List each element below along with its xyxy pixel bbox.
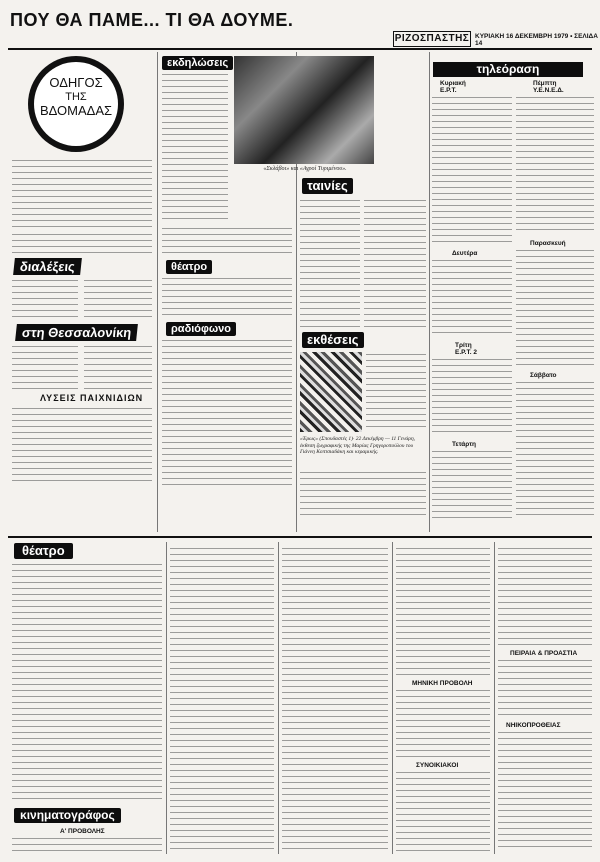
tv-day-3: Τετάρτη <box>452 441 477 448</box>
section-heading-dialexeis: διαλέξεις <box>13 258 82 275</box>
tv-day-4: Πέμπτη <box>533 80 557 87</box>
tv-listing-text <box>516 95 594 235</box>
cinema-listing-text <box>498 730 592 852</box>
thessaloniki-text <box>12 344 78 392</box>
column-divider <box>166 542 167 854</box>
column-divider <box>429 52 430 532</box>
exhibitions-text <box>366 352 426 432</box>
radio-text <box>162 338 292 488</box>
tv-listing-text <box>432 449 512 521</box>
newspaper-logo: ΡΙΖΟΣΠΑΣΤΗΣ <box>393 31 471 47</box>
issue-date: ΚΥΡΙΑΚΗ 16 ΔΕΚΕΜΒΡΗ 1979 • ΣΕΛΙΔΑ 14 <box>475 33 598 47</box>
section-rule <box>8 536 592 538</box>
events-text <box>162 72 228 222</box>
tv-day-6: Σάββατο <box>530 372 557 379</box>
cinema-listing-text <box>396 546 490 676</box>
section-heading-kinimatografos: κινηματογράφος <box>14 808 121 823</box>
exhibition-caption: «Έρως» (Σπουδαστές 1)· 22 Δεκέμβρη — 11 Γενάρη, έκθεση ζωγραφικής της Μαρίας Γρηγοροπούλου του Γιάννη Κοπτσιαδάκη και κεραμικής. <box>300 436 416 455</box>
cinema-listing-text <box>12 836 162 854</box>
column-divider <box>392 542 393 854</box>
guide-line-3: ΒΔΟΜΑΔΑΣ <box>39 103 113 118</box>
section-heading-thessaloniki: στη Θεσσαλονίκη <box>15 324 138 341</box>
guide-article-text <box>12 158 152 228</box>
header-rule <box>8 48 592 50</box>
tv-listing-text <box>432 95 512 245</box>
section-heading-ektheseis: εκθέσεις <box>302 332 364 348</box>
lectures-text <box>84 278 152 320</box>
column-divider <box>494 542 495 854</box>
events-text <box>162 226 292 256</box>
guide-article-text <box>12 232 152 254</box>
page-header <box>0 0 600 46</box>
guide-line-1: ΟΔΗΓΟΣ <box>49 75 103 90</box>
tv-listing-text <box>516 248 594 368</box>
section-heading-theatro-small: θέατρο <box>166 260 212 274</box>
theatre-small-text <box>162 276 292 318</box>
tv-channel-1: Υ.Ε.Ν.Ε.Δ. <box>533 87 564 94</box>
films-text <box>364 198 426 328</box>
guide-badge-text <box>34 62 118 146</box>
tv-listing-text <box>432 357 512 437</box>
section-heading-ekdiloseis: εκδηλώσεις <box>162 56 233 70</box>
puzzle-solutions-title: ΛΥΣΕΙΣ ΠΑΙΧΝΙΔΙΩΝ <box>40 393 144 403</box>
section-heading-theatro-big: θέατρο <box>14 543 73 559</box>
tv-channel-2: Ε.Ρ.Τ. 2 <box>455 349 477 356</box>
films-text <box>300 198 360 328</box>
section-heading-tainies: ταινίες <box>302 178 353 194</box>
tv-listing-text <box>432 258 512 338</box>
cinema-listing-text <box>396 688 490 758</box>
column-divider <box>157 52 158 532</box>
column-divider <box>278 542 279 854</box>
film-still-caption: «Σκλάβοι» και «Αγροί Τυριμένου». <box>263 166 347 172</box>
tv-channel-0: Ε.Ρ.Τ. <box>440 87 457 94</box>
tv-day-0: Κυριακή <box>440 80 466 87</box>
cinema-listing-text <box>396 770 490 852</box>
theatre-listing-text <box>170 546 274 852</box>
exhibitions-text <box>300 470 426 520</box>
cinema-subheading: ΣΥΝΟΙΚΙΑΚΟΙ <box>416 762 459 769</box>
cinema-first-run-heading: Α' ΠΡΟΒΟΛΗΣ <box>60 828 105 835</box>
cinema-listing-text <box>498 658 592 718</box>
tv-day-5: Παρασκευή <box>530 240 566 247</box>
cinema-subheading: ΠΕΙΡΑΙΑ & ΠΡΟΑΣΤΙΑ <box>510 650 578 657</box>
film-still-photo <box>234 56 374 164</box>
theatre-listing-text <box>282 546 388 852</box>
tv-listing-text <box>516 380 594 520</box>
thessaloniki-text <box>84 344 152 392</box>
page-title: ΠΟΥ ΘΑ ΠΑΜΕ... ΤΙ ΘΑ ΔΟΥΜΕ. <box>10 10 294 30</box>
cinema-subheading: ΝΗΙΚΟΠΡΟΘΕΙΑΣ <box>506 722 561 729</box>
cinema-subheading: ΜΗΝΙΚΗ ΠΡΟΒΟΛΗ <box>412 680 473 687</box>
exhibition-artwork <box>300 352 362 432</box>
cinema-listing-text <box>498 546 592 646</box>
guide-line-2: ΤΗΣ <box>65 91 87 103</box>
theatre-listing-text <box>12 562 162 802</box>
puzzle-solutions-text <box>12 406 152 486</box>
section-heading-radiofono: ραδιόφωνο <box>166 322 236 336</box>
section-heading-tileorasi: τηλεόραση <box>433 62 583 77</box>
tv-day-1: Δευτέρα <box>452 250 478 257</box>
lectures-text <box>12 278 78 320</box>
tv-day-2: Τρίτη <box>455 342 472 349</box>
